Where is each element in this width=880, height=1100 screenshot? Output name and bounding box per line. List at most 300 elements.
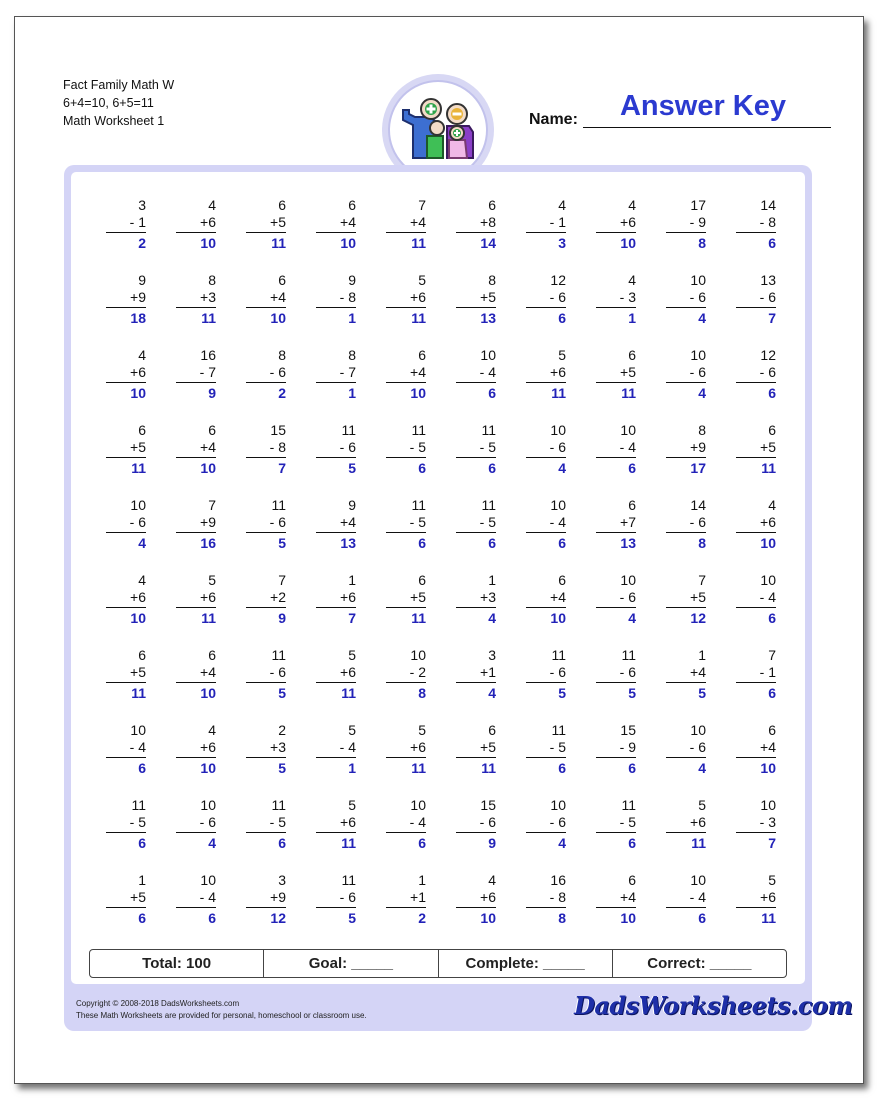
problems-panel (71, 172, 805, 984)
answer-line (666, 232, 706, 233)
problem-top-number: 11 (551, 722, 566, 738)
problem (522, 572, 572, 634)
problem-answer: 10 (550, 610, 566, 626)
answer-line (176, 307, 216, 308)
answer-line (666, 532, 706, 533)
problem-operand: - 4 (199, 889, 216, 905)
problem-answer: 4 (698, 760, 706, 776)
problem-answer: 13 (340, 535, 356, 551)
problem-operand: - 6 (269, 514, 286, 530)
problem (102, 347, 152, 409)
problem-top-number: 16 (200, 347, 216, 363)
problem-operand: - 6 (129, 514, 146, 530)
problem (592, 572, 642, 634)
answer-line (106, 232, 146, 233)
problem-operand: +9 (690, 439, 706, 455)
problem-answer: 10 (410, 385, 426, 401)
problem-operand: - 7 (339, 364, 356, 380)
answer-line (666, 682, 706, 683)
answer-line (106, 832, 146, 833)
problem (662, 272, 712, 334)
problem-answer: 8 (418, 685, 426, 701)
problem-top-number: 6 (348, 197, 356, 213)
problem-top-number: 5 (348, 647, 356, 663)
problem (312, 422, 362, 484)
problem (592, 872, 642, 934)
problem-top-number: 3 (278, 872, 286, 888)
problem-answer: 9 (488, 835, 496, 851)
problem-top-number: 7 (208, 497, 216, 513)
problem-operand: - 6 (689, 739, 706, 755)
problem-operand: - 6 (689, 514, 706, 530)
answer-line (316, 682, 356, 683)
answer-line (316, 457, 356, 458)
problem-top-number: 4 (628, 197, 636, 213)
answer-line (736, 457, 776, 458)
problem-answer: 6 (488, 385, 496, 401)
problem-answer: 4 (558, 460, 566, 476)
problem-operand: - 4 (549, 514, 566, 530)
problem (172, 272, 222, 334)
answer-line (526, 832, 566, 833)
problem-operand: - 2 (409, 664, 426, 680)
problem-answer: 11 (131, 460, 146, 476)
problem (732, 872, 782, 934)
problem-top-number: 12 (550, 272, 566, 288)
problem-answer: 10 (620, 910, 636, 926)
worksheet-number: Math Worksheet 1 (63, 114, 165, 128)
name-field-line[interactable] (583, 127, 831, 128)
answer-line (736, 757, 776, 758)
problem-top-number: 1 (488, 572, 496, 588)
problem-answer: 6 (628, 460, 636, 476)
answer-line (526, 907, 566, 908)
problem-operand: - 1 (759, 664, 776, 680)
problem-top-number: 4 (768, 497, 776, 513)
problem-top-number: 10 (130, 722, 146, 738)
problem-operand: - 6 (339, 889, 356, 905)
answer-line (526, 757, 566, 758)
problem (452, 272, 502, 334)
problem-top-number: 8 (698, 422, 706, 438)
answer-line (526, 232, 566, 233)
problem-answer: 10 (200, 760, 216, 776)
problem (452, 797, 502, 859)
problem-top-number: 4 (208, 722, 216, 738)
problem-top-number: 10 (200, 797, 216, 813)
problem-top-number: 11 (551, 647, 566, 663)
problem (592, 347, 642, 409)
problem-answer: 11 (411, 310, 426, 326)
problem-answer: 4 (628, 610, 636, 626)
answer-line (596, 907, 636, 908)
problem (452, 347, 502, 409)
problem-operand: +5 (130, 889, 146, 905)
problem-operand: - 9 (619, 739, 636, 755)
problem-operand: - 6 (759, 364, 776, 380)
problem-top-number: 1 (698, 647, 706, 663)
score-bar (89, 949, 787, 978)
problem (382, 272, 432, 334)
problem-answer: 4 (208, 835, 216, 851)
problem-operand: +6 (200, 589, 216, 605)
problem-operand: - 1 (129, 214, 146, 230)
problem-top-number: 10 (130, 497, 146, 513)
problem-top-number: 6 (208, 647, 216, 663)
problem-answer: 2 (278, 385, 286, 401)
problem-answer: 10 (620, 235, 636, 251)
problem (102, 797, 152, 859)
problem-operand: - 8 (759, 214, 776, 230)
worksheet-subtitle: 6+4=10, 6+5=11 (63, 96, 154, 110)
problem-grid (71, 172, 805, 952)
problem-answer: 6 (768, 685, 776, 701)
problem-operand: - 4 (689, 889, 706, 905)
problem-answer: 9 (278, 610, 286, 626)
problem-answer: 10 (270, 310, 286, 326)
problem-top-number: 5 (768, 872, 776, 888)
problem (312, 197, 362, 259)
problem-operand: - 4 (409, 814, 426, 830)
problem-operand: +4 (690, 664, 706, 680)
problem-answer: 4 (698, 385, 706, 401)
problem-top-number: 11 (271, 647, 286, 663)
problem (662, 797, 712, 859)
problem-operand: +4 (410, 364, 426, 380)
problem (522, 197, 572, 259)
problem (382, 572, 432, 634)
problem (102, 722, 152, 784)
problem-answer: 10 (130, 610, 146, 626)
problem-answer: 4 (558, 835, 566, 851)
problem-top-number: 6 (138, 647, 146, 663)
problem (592, 797, 642, 859)
problem-answer: 2 (418, 910, 426, 926)
problem-top-number: 4 (628, 272, 636, 288)
problem (662, 722, 712, 784)
problem-answer: 6 (698, 910, 706, 926)
problem-top-number: 7 (698, 572, 706, 588)
problem-answer: 6 (558, 535, 566, 551)
answer-line (526, 382, 566, 383)
problem-top-number: 11 (481, 422, 496, 438)
problem (522, 647, 572, 709)
problem-top-number: 10 (550, 797, 566, 813)
problem-top-number: 6 (488, 722, 496, 738)
problem-operand: - 3 (619, 289, 636, 305)
problem-answer: 6 (628, 835, 636, 851)
problem-operand: +9 (130, 289, 146, 305)
problem-top-number: 8 (348, 347, 356, 363)
problem (592, 197, 642, 259)
problem-top-number: 15 (620, 722, 636, 738)
complete-field[interactable]: Complete: _____ (439, 950, 613, 977)
answer-line (316, 382, 356, 383)
problem-top-number: 15 (480, 797, 496, 813)
problem-answer: 11 (761, 910, 776, 926)
problem-answer: 6 (768, 385, 776, 401)
answer-line (316, 832, 356, 833)
problem-answer: 11 (691, 835, 706, 851)
problem-top-number: 14 (760, 197, 776, 213)
problem-answer: 16 (200, 535, 216, 551)
problem (382, 422, 432, 484)
problem-operand: - 6 (549, 814, 566, 830)
problem-answer: 10 (480, 910, 496, 926)
copyright-text: Copyright © 2008-2018 DadsWorksheets.com (76, 999, 240, 1008)
problem-operand: - 8 (269, 439, 286, 455)
problem-answer: 5 (348, 910, 356, 926)
problem (312, 497, 362, 559)
problem-top-number: 10 (410, 647, 426, 663)
problem (242, 872, 292, 934)
problem-answer: 8 (698, 535, 706, 551)
problem-top-number: 5 (348, 722, 356, 738)
fact-family-icon (397, 92, 479, 170)
problem (382, 722, 432, 784)
problem-top-number: 6 (278, 272, 286, 288)
problem-operand: - 6 (549, 664, 566, 680)
answer-line (736, 832, 776, 833)
problem-operand: +4 (200, 664, 216, 680)
problem-answer: 6 (138, 760, 146, 776)
problem-operand: - 5 (269, 814, 286, 830)
answer-line (246, 307, 286, 308)
problem-answer: 5 (278, 760, 286, 776)
answer-line (526, 457, 566, 458)
answer-line (386, 607, 426, 608)
problem (172, 797, 222, 859)
problem-operand: - 3 (759, 814, 776, 830)
problem (452, 497, 502, 559)
answer-line (456, 307, 496, 308)
problem-answer: 6 (138, 835, 146, 851)
answer-line (596, 682, 636, 683)
answer-line (386, 757, 426, 758)
problem-top-number: 6 (558, 572, 566, 588)
answer-line (596, 307, 636, 308)
problem-answer: 6 (138, 910, 146, 926)
problem-answer: 6 (768, 610, 776, 626)
problem-operand: - 9 (689, 214, 706, 230)
problem-top-number: 6 (138, 422, 146, 438)
problem-top-number: 10 (550, 422, 566, 438)
answer-line (596, 757, 636, 758)
problem-operand: +6 (340, 589, 356, 605)
problem-answer: 5 (558, 685, 566, 701)
problem (172, 647, 222, 709)
problem-operand: - 6 (479, 814, 496, 830)
answer-line (176, 682, 216, 683)
problem (592, 497, 642, 559)
answer-line (246, 757, 286, 758)
answer-line (736, 907, 776, 908)
answer-line (666, 382, 706, 383)
problem-operand: +1 (410, 889, 426, 905)
problem (452, 872, 502, 934)
problem-operand: +6 (410, 289, 426, 305)
worksheet-title: Fact Family Math W (63, 78, 175, 92)
problem-top-number: 6 (488, 197, 496, 213)
problem-top-number: 1 (138, 872, 146, 888)
problem (242, 272, 292, 334)
problem-top-number: 8 (208, 272, 216, 288)
problem-top-number: 8 (278, 347, 286, 363)
answer-line (106, 907, 146, 908)
answer-line (176, 232, 216, 233)
problem-operand: +3 (200, 289, 216, 305)
problem-top-number: 5 (418, 272, 426, 288)
problem (312, 347, 362, 409)
goal-field[interactable]: Goal: _____ (264, 950, 438, 977)
problem (382, 647, 432, 709)
problem-operand: - 1 (549, 214, 566, 230)
problem-answer: 9 (208, 385, 216, 401)
problem-operand: +4 (200, 439, 216, 455)
correct-field[interactable]: Correct: _____ (647, 955, 752, 972)
answer-line (456, 532, 496, 533)
answer-line (596, 457, 636, 458)
problem (242, 422, 292, 484)
problem-operand: - 8 (339, 289, 356, 305)
answer-line (666, 757, 706, 758)
answer-line (176, 607, 216, 608)
problem-top-number: 5 (698, 797, 706, 813)
problem-answer: 6 (488, 460, 496, 476)
answer-line (526, 532, 566, 533)
answer-line (316, 532, 356, 533)
problem-top-number: 17 (690, 197, 706, 213)
problem-top-number: 5 (558, 347, 566, 363)
answer-line (246, 382, 286, 383)
problem-top-number: 2 (278, 722, 286, 738)
problem-top-number: 6 (628, 347, 636, 363)
problem-top-number: 10 (760, 572, 776, 588)
problem-answer: 11 (411, 760, 426, 776)
answer-line (386, 382, 426, 383)
problem (312, 872, 362, 934)
problem-top-number: 6 (208, 422, 216, 438)
problem-top-number: 3 (138, 197, 146, 213)
problem-answer: 12 (270, 910, 286, 926)
problem-answer: 6 (418, 835, 426, 851)
answer-line (246, 232, 286, 233)
problem-operand: - 5 (479, 439, 496, 455)
worksheet-header (63, 76, 174, 130)
problem-operand: +6 (620, 214, 636, 230)
answer-line (456, 682, 496, 683)
problem-answer: 4 (698, 310, 706, 326)
answer-line (106, 532, 146, 533)
problem-answer: 11 (411, 235, 426, 251)
problem-top-number: 3 (488, 647, 496, 663)
problem-answer: 6 (488, 535, 496, 551)
problem-operand: - 4 (339, 739, 356, 755)
answer-key-label: Answer Key (619, 90, 786, 122)
problem (172, 722, 222, 784)
answer-line (106, 382, 146, 383)
problem (102, 572, 152, 634)
problem (242, 572, 292, 634)
answer-line (176, 832, 216, 833)
answer-line (176, 757, 216, 758)
problem-answer: 11 (341, 835, 356, 851)
problem-operand: +5 (130, 664, 146, 680)
problem-top-number: 10 (690, 872, 706, 888)
problem-answer: 18 (130, 310, 146, 326)
answer-line (736, 232, 776, 233)
problem-top-number: 7 (418, 197, 426, 213)
answer-line (316, 907, 356, 908)
problem-answer: 11 (551, 385, 566, 401)
problem-answer: 1 (348, 760, 356, 776)
problem-answer: 6 (208, 910, 216, 926)
problem-top-number: 4 (488, 872, 496, 888)
answer-line (666, 832, 706, 833)
answer-line (736, 307, 776, 308)
answer-line (456, 382, 496, 383)
problem (522, 872, 572, 934)
problem-top-number: 6 (628, 872, 636, 888)
problem-top-number: 11 (341, 872, 356, 888)
problem-top-number: 10 (760, 797, 776, 813)
problem-operand: - 6 (549, 439, 566, 455)
problem-operand: +4 (620, 889, 636, 905)
problem-operand: - 6 (549, 289, 566, 305)
problem (382, 797, 432, 859)
answer-line (526, 682, 566, 683)
answer-line (106, 607, 146, 608)
problem (102, 872, 152, 934)
answer-line (596, 607, 636, 608)
problem (242, 347, 292, 409)
problem (522, 797, 572, 859)
total-count: Total: 100 (90, 950, 264, 977)
answer-line (526, 307, 566, 308)
problem-operand: +6 (200, 739, 216, 755)
problem-answer: 12 (690, 610, 706, 626)
problem-answer: 11 (621, 385, 636, 401)
problem (592, 647, 642, 709)
answer-line (316, 607, 356, 608)
problem-operand: +7 (620, 514, 636, 530)
problem-top-number: 8 (488, 272, 496, 288)
problem (242, 197, 292, 259)
problem-top-number: 7 (278, 572, 286, 588)
answer-line (736, 607, 776, 608)
problem (662, 497, 712, 559)
usage-notice: These Math Worksheets are provided for personal, homeschool or classroom use. (76, 1011, 367, 1020)
problem-answer: 11 (201, 610, 216, 626)
problem (172, 572, 222, 634)
problem-answer: 11 (131, 685, 146, 701)
problem-top-number: 9 (138, 272, 146, 288)
answer-line (736, 682, 776, 683)
answer-line (106, 757, 146, 758)
problem-operand: - 4 (129, 739, 146, 755)
problem (242, 647, 292, 709)
problem (452, 422, 502, 484)
answer-line (596, 382, 636, 383)
problem-answer: 10 (200, 685, 216, 701)
problem-top-number: 11 (271, 797, 286, 813)
problem-top-number: 6 (768, 422, 776, 438)
problem-answer: 1 (628, 310, 636, 326)
problem-operand: +6 (550, 364, 566, 380)
problem-operand: +6 (340, 814, 356, 830)
problem-operand: - 6 (689, 289, 706, 305)
problem-top-number: 10 (690, 347, 706, 363)
